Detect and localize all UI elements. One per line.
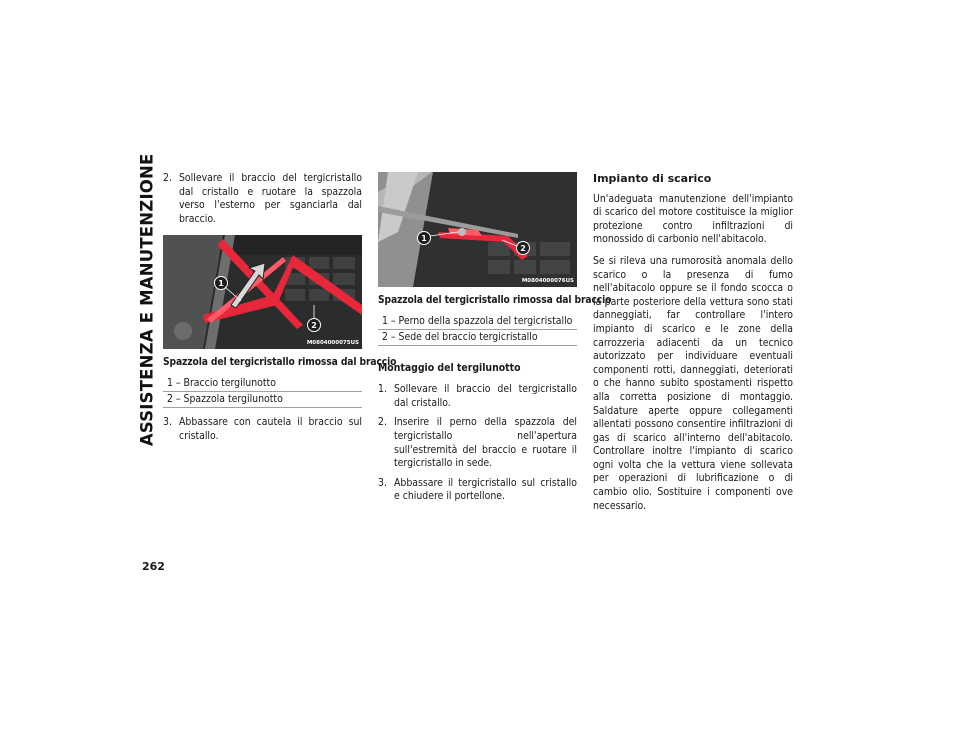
- figure-code: M0804000075US: [306, 340, 359, 347]
- column-2: [378, 172, 612, 504]
- legend-item: 2 – Sede del braccio tergicristallo: [378, 329, 577, 345]
- callout-2: 2: [311, 321, 317, 331]
- step-item: [378, 477, 577, 504]
- step-item: [163, 172, 362, 226]
- paragraph: Se si rileva una rumorosità anomala dello scarico o la presenza di fumo nell'abitacolo oppure se il fondo scocca o la parte posteriore della vettura sono stati danneggiati, far controllare l'intero impianto di scarico e le zone della carrozzeria adiacenti da un tecnico autorizzato per individuare eventuali componenti rotti, danneggiati, deteriorati o che hanno subito spostamenti rispetto alla corretta posizione di montaggio. Saldature aperte oppure collegamenti allentati possono consentire infiltrazioni di gas di scarico all'interno dell'abitacolo. Controllare inoltre l'impianto di scarico ogni volta che la vettura viene sollevata per operazioni di lubrificazione o di cambio olio. Sostituire i componenti ove necessario.: [593, 254, 793, 512]
- figure-legend: [163, 376, 362, 408]
- step-text: Sollevare il braccio del tergicristallo dal cristallo.: [394, 383, 577, 409]
- column-1: [163, 172, 397, 443]
- step-text: Abbassare il tergicristallo sul cristallo e chiudere il portellone.: [394, 476, 577, 503]
- callout-1: 1: [218, 279, 224, 289]
- step-item: [163, 416, 362, 443]
- step-text: Sollevare il braccio del tergicristallo dal cristallo e ruotare la spazzola verso l'esterno per sganciarla dal braccio.: [179, 172, 362, 225]
- step-number: 3.: [163, 415, 172, 428]
- step-item: [378, 383, 577, 410]
- step-number: 1.: [378, 383, 387, 396]
- section-tab: [137, 153, 157, 447]
- wiper-install-figure: [378, 172, 577, 287]
- section-title: Impianto di scarico: [593, 172, 712, 185]
- callout-2: 2: [520, 244, 526, 253]
- legend-item: 1 – Perno della spazzola del tergicristallo: [382, 314, 573, 327]
- figure-code: M0804000076US: [521, 278, 574, 284]
- step-text: Abbassare con cautela il braccio sul cristallo.: [179, 415, 362, 442]
- step-text: Inserire il perno della spazzola del tergicristallo nell'apertura sull'estremità del braccio e ruotare il tergicristallo in sede.: [394, 416, 577, 470]
- figure-caption: Spazzola del tergicristallo rimossa dal braccio: [163, 357, 397, 369]
- subsection-title: Montaggio del tergilunotto: [378, 361, 521, 374]
- paragraph: Un'adeguata manutenzione dell'impianto di scarico del motore costituisce la miglior protezione contro infiltrazioni di monossido di carbonio nell'abitacolo.: [593, 192, 793, 246]
- step-number: 2.: [163, 172, 172, 184]
- step-number: 3.: [378, 476, 387, 489]
- page-number: 262: [142, 560, 165, 573]
- section-tab-label: ASSISTENZA E MANUTENZIONE: [137, 153, 157, 447]
- legend-item: 1 – Braccio tergilunotto: [167, 376, 276, 389]
- callout-1: 1: [421, 234, 427, 243]
- figure-caption: Spazzola del tergicristallo rimossa dal braccio: [378, 295, 612, 306]
- step-item: [378, 416, 577, 470]
- wiper-install-illustration: [378, 172, 577, 287]
- wiper-removal-illustration: [163, 235, 362, 349]
- legend-item: 2 – Spazzola tergilunotto: [163, 391, 362, 407]
- step-number: 2.: [378, 416, 387, 429]
- figure-legend: [378, 314, 577, 346]
- wiper-removal-figure: [163, 235, 362, 349]
- column-3: [593, 172, 793, 513]
